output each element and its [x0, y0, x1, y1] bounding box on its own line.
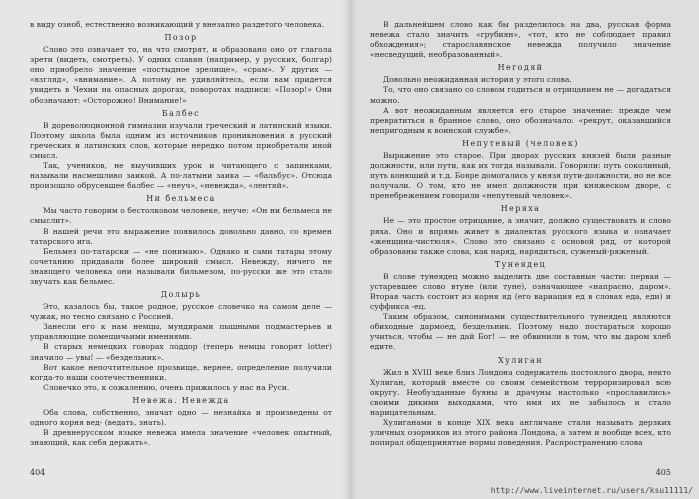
paragraph: Не — это простое отрицание, а значит, должно существовать и слово ряха. Оно и впрямь живет в диалектах русского языка и означает «женщина-чистюля». Слово это связано с основой ряд, от которой образованы также слова, как наряд, нарядиться, суженый-ряженый.: [370, 216, 671, 256]
paragraph: В нашей речи это выражение появилось довольно давно, со времен татарского ига.: [30, 226, 332, 246]
entry-heading-tuneyadets: Тунеядец: [494, 259, 547, 269]
paragraph: в виду озноб, естественно возникающий у внезапно раздетого человека.: [30, 20, 324, 29]
paragraph: Вот какое непочтительное прозвище, вернее, определение получили когда-то наши соотечественники.: [30, 362, 332, 382]
paragraph: Выражение это старое. При дворах русских князей были разные должности, или пути, как их тогда называли. Говорили: путь соколиный, путь конюший и т.д. Бояре домогались у князя пути-должности, но не все получали. О том, кто не имел должности при княжеском дворе, с пренебрежением говорили «непутевый человек».: [370, 150, 671, 201]
entry-heading-nevezha: Невежа. Невежда: [132, 395, 230, 405]
entry-heading-khuligan: Хулиган: [498, 355, 543, 365]
paragraph: Словечко это, к сожалению, очень прижилось у нас на Руси.: [43, 382, 290, 392]
right-column: [370, 20, 671, 448]
paragraph: В слове тунеядец можно выделить две составные части: первая — устаревшее слово втуне (или туне), означающее «напрасно, даром». Вторая часть состоит из корня яд (его вариация ед в словах еда, еди) и суффикса -ец.: [370, 271, 671, 312]
paragraph: Оба слова, собственно, значат одно — незнайка и произведены от одного корня вед- (ведать, знать).: [30, 407, 332, 427]
left-column: [30, 20, 332, 448]
entry-heading-pozor: Позор: [164, 33, 198, 43]
paragraph: Бельмез по-татарски — «не понимаю». Однако и сами татары этому сочетанию придавали более широкий смысл. Невежду, ничего не знающего человека они называли бильмезом, по-русски же это стало звучать как бельмес.: [30, 246, 332, 286]
paragraph: В дореволюционной гимназии изучали греческий и латинский языки. Поэтому школа была одним из источников проникновения в русский греческих и латинских слов, которые нередко потом приобретали иной смысл.: [30, 120, 332, 160]
page-number-left: 404: [30, 468, 46, 477]
paragraph: В старых немецких говорах лоддор (теперь немцы говорят lotter) значило — увы! — «бездельник».: [30, 342, 332, 362]
entry-heading-neryakha: Неряха: [500, 204, 541, 214]
book-gutter-shadow: [343, 0, 357, 499]
page-number-right: 405: [655, 468, 671, 477]
paragraph: Жил в XVIII веке близ Лондона содержатель постоялого двора, некто Хулиган, который вместе со своим семейством терроризировал всю округу. Необузданные буяны и драчуны настолько «прославились» своими дикими выходками, что имя их не забылось и стало нарицательным.: [370, 367, 671, 417]
paragraph: То, что оно связано со словом годиться и отрицанием не — догадаться можно.: [370, 85, 671, 105]
paragraph: Так, учеников, не выучивших урок и читающего с запинками, называли насмешливо заикой. А по-латыни заика — «бальбус». Отсюда произошло обрусевшее балбес — «неуч», «невежда», «лентяй».: [30, 161, 332, 191]
entry-heading-negodyai: Негодяй: [497, 63, 544, 73]
paragraph: Таким образом, синонимами существительного тунеядец являются обиходные дармоед, бездельник. Поэтому надо постараться хорошо учиться, чтобы — не дай Бог! — не обвинили в том, что вы даром хлеб едите.: [370, 312, 671, 352]
paragraph: Это, казалось бы, такое родное, русское словечко на самом деле — чужак, но тесно связано с Россией.: [30, 302, 332, 322]
entry-heading-neputevy: Непутевый (человек): [462, 138, 579, 148]
paragraph: Довольно неожиданная история у этого слова.: [383, 75, 572, 85]
paragraph: В дальнейшем слово как бы разделилось на два, русская форма невежа стало значить «грубиян», «тот, кто не соблюдает правил обхождения»; старославянское невежда получило значение «несведущий, необразованный».: [370, 20, 671, 60]
entry-heading-ni-belmesa: Ни бельмеса: [146, 194, 216, 204]
watermark-url: http://www.liveinternet.ru/users/ksu11111/: [490, 486, 693, 495]
entry-heading-dolyr: Долырь: [160, 290, 202, 300]
entry-heading-balbes: Балбес: [161, 108, 201, 118]
paragraph: Мы часто говорим о бестолковом человеке, неуче: «Он ни бельмеса не смыслит».: [30, 206, 332, 226]
paragraph: Слово это означает то, на что смотрят, и образовано оно от глагола зрети (видеть, смотреть). У одних славян (например, у русских, болгар) оно приобрело значение «постыдное зрелище», «срам». У других — «взгляд», «внимание». А потому не удивляйтесь, если вам придется увидеть в Чехии на опасных дорогах, поворотах надписи: «Позор!» Они обозначают: «Осторожно! Внимание!»: [30, 45, 332, 105]
paragraph: Хулиганами в конце XIX века англичане стали называть дерзких уличных озорников из этого района Лондона, а затем и вообще всех, кто попирал общепринятые нормы поведения. Распространению слова: [370, 418, 671, 448]
paragraph: Занесли его к нам немцы, мундирами пышными подмастерьев и управляющие помещичьими имениями.: [30, 322, 332, 342]
paragraph: А вот неожиданным является его старое значение: прежде чем превратиться в бранное слово, оно обозначало: «рекрут, оказавшийся непригодным к воинской службе».: [370, 105, 671, 135]
right-page: [350, 0, 699, 499]
paragraph: В древнерусском языке невежа имела значение «человек опытный, знающий, как себя держать».: [30, 428, 332, 448]
